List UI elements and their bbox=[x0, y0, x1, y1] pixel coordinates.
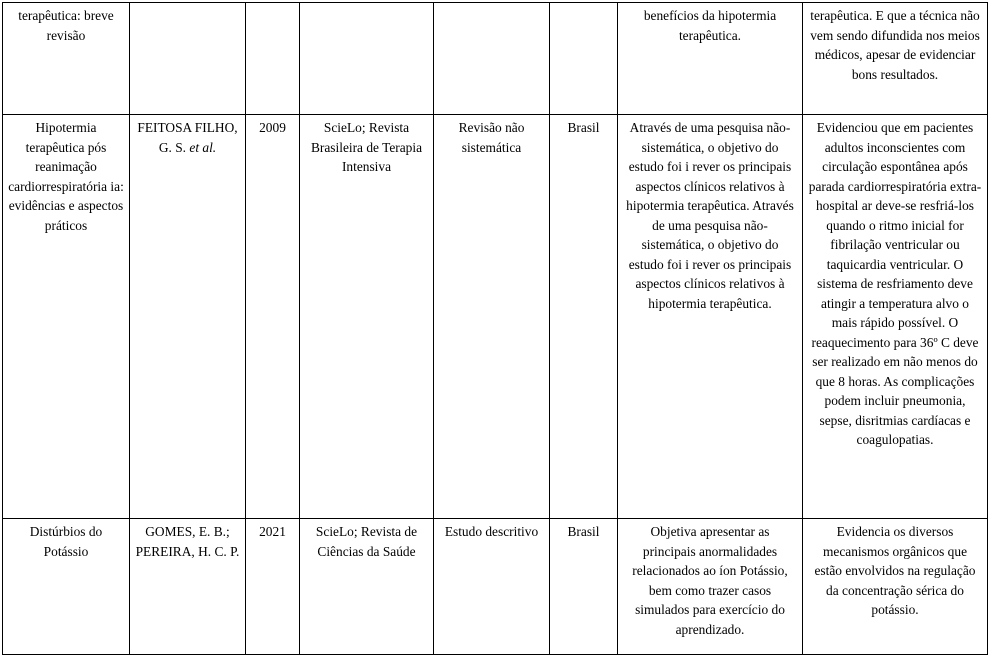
authors-cell bbox=[130, 3, 246, 115]
type-cell bbox=[434, 3, 550, 115]
results-cell: Evidenciou que em pacientes adultos inconscientes com circulação espontânea após parada cardiorrespiratória extra-hospital ar deve-se resfriá-los quando o ritmo inicial for fibrilação ventricular ou taquicardia ventricular. O sistema de resfriamento deve atingir a temperatura alvo o mais rápido possível. O reaquecimento para 36º C deve ser realizado em não menos do que 8 horas. As complicações podem incluir pneumonia, sepse, disritmias cardíacas e coagulopatias. bbox=[803, 115, 988, 519]
title-cell: Distúrbios do Potássio bbox=[3, 519, 130, 655]
literature-table bbox=[2, 2, 988, 655]
source-cell: ScieLo; Revista Brasileira de Terapia Intensiva bbox=[300, 115, 434, 519]
title-cell: Hipotermia terapêutica pós reanimação cardiorrespiratória ia: evidências e aspectos práticos bbox=[3, 115, 130, 519]
source-cell: ScieLo; Revista de Ciências da Saúde bbox=[300, 519, 434, 655]
results-cell: terapêutica. E que a técnica não vem sendo difundida nos meios médicos, apesar de evidenciar bons resultados. bbox=[803, 3, 988, 115]
et-al-text: et al. bbox=[189, 139, 217, 155]
type-cell: Estudo descritivo bbox=[434, 519, 550, 655]
country-cell: Brasil bbox=[550, 115, 618, 519]
year-cell bbox=[246, 3, 300, 115]
source-cell bbox=[300, 3, 434, 115]
authors-text: FEITOSA FILHO, G. S. bbox=[137, 120, 238, 155]
country-cell bbox=[550, 3, 618, 115]
type-cell: Revisão não sistemática bbox=[434, 115, 550, 519]
table-row bbox=[3, 519, 988, 655]
year-cell: 2009 bbox=[246, 115, 300, 519]
objective-cell: benefícios da hipotermia terapêutica. bbox=[618, 3, 803, 115]
objective-cell: Objetiva apresentar as principais anormalidades relacionados ao íon Potássio, bem como trazer casos simulados para exercício do aprendizado. bbox=[618, 519, 803, 655]
authors-cell bbox=[130, 115, 246, 519]
country-cell: Brasil bbox=[550, 519, 618, 655]
table-row bbox=[3, 3, 988, 115]
title-cell: terapêutica: breve revisão bbox=[3, 3, 130, 115]
authors-cell: GOMES, E. B.; PEREIRA, H. C. P. bbox=[130, 519, 246, 655]
year-cell: 2021 bbox=[246, 519, 300, 655]
objective-cell: Através de uma pesquisa não-sistemática, o objetivo do estudo foi i rever os principais aspectos clínicos relativos à hipotermia terapêutica. Através de uma pesquisa não-sistemática, o objetivo do estudo foi i rever os principais aspectos clínicos relativos à hipotermia terapêutica. bbox=[618, 115, 803, 519]
table-row bbox=[3, 115, 988, 519]
results-cell: Evidencia os diversos mecanismos orgânicos que estão envolvidos na regulação da concentração sérica do potássio. bbox=[803, 519, 988, 655]
